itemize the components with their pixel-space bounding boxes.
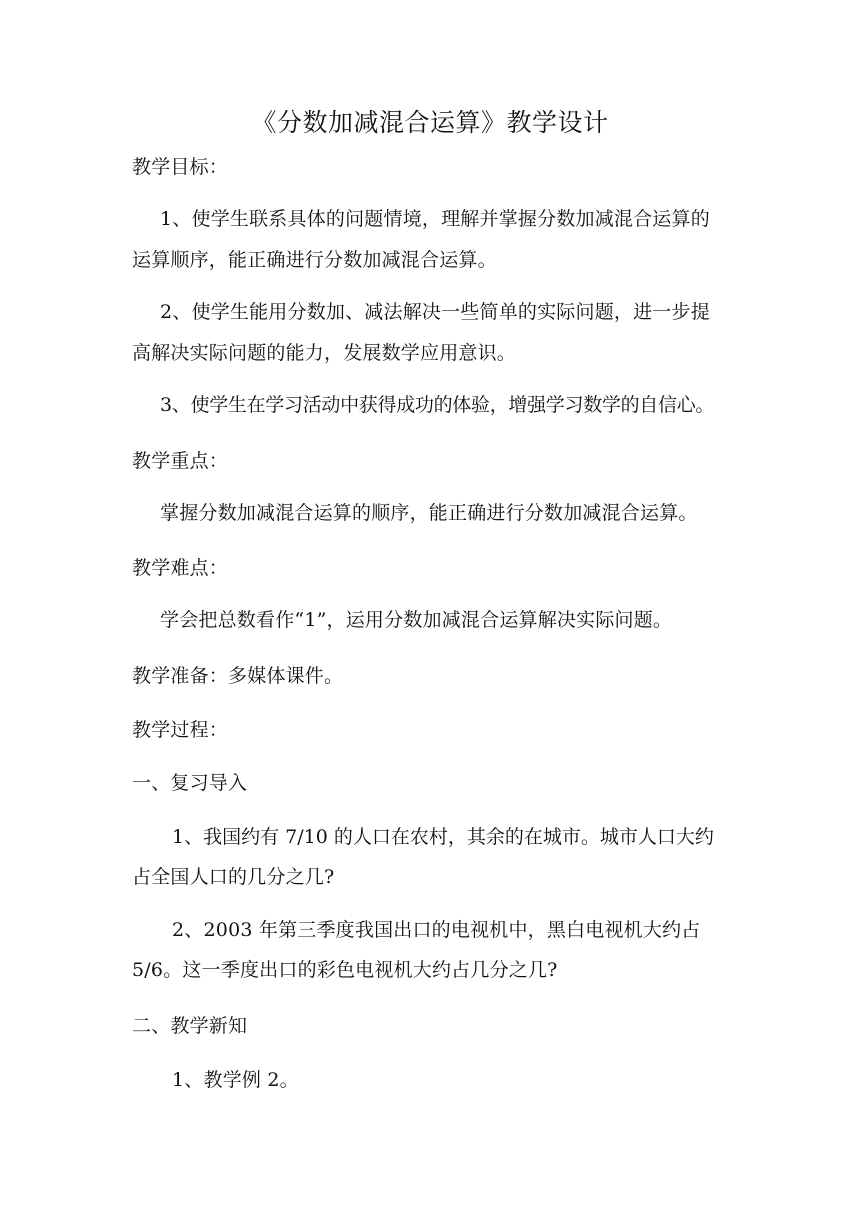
key-points-heading: 教学重点：: [132, 450, 229, 472]
objective-3-line-1: 3、使学生在学习活动中获得成功的体验，增强学习数学的自信心。: [160, 394, 715, 416]
section-1-heading: 一、复习导入: [132, 772, 248, 794]
difficulties-text: 学会把总数看作“1”，运用分数加减混合运算解决实际问题。: [160, 609, 673, 631]
section-2-heading: 二、教学新知: [132, 1015, 248, 1037]
review-item-2-line-1: 2、2003 年第三季度我国出口的电视机中，黑白电视机大约占: [172, 919, 701, 941]
review-item-1-line-2: 占全国人口的几分之几?: [132, 866, 335, 888]
review-item-2-line-2: 5/6。这一季度出口的彩色电视机大约占几分之几?: [132, 959, 558, 981]
new-item-1: 1、教学例 2。: [172, 1069, 299, 1091]
document-title: 《分数加减混合运算》教学设计: [251, 108, 609, 137]
difficulties-heading: 教学难点：: [132, 557, 229, 579]
process-heading: 教学过程：: [132, 719, 229, 741]
objective-2-line-2: 高解决实际问题的能力，发展数学应用意识。: [132, 342, 517, 364]
objective-1-line-1: 1、使学生联系具体的问题情境，理解并掌握分数加减混合运算的: [160, 208, 710, 230]
objective-1-line-2: 运算顺序，能正确进行分数加减混合运算。: [132, 249, 497, 271]
objective-2-line-1: 2、使学生能用分数加、减法解决一些简单的实际问题，进一步提: [160, 301, 710, 323]
review-item-1-line-1: 1、我国约有 7/10 的人口在农村，其余的在城市。城市人口大约: [172, 826, 714, 848]
objectives-heading: 教学目标：: [132, 156, 229, 178]
key-points-text: 掌握分数加减混合运算的顺序，能正确进行分数加减混合运算。: [160, 502, 698, 524]
preparation-text: 教学准备：多媒体课件。: [132, 665, 344, 687]
